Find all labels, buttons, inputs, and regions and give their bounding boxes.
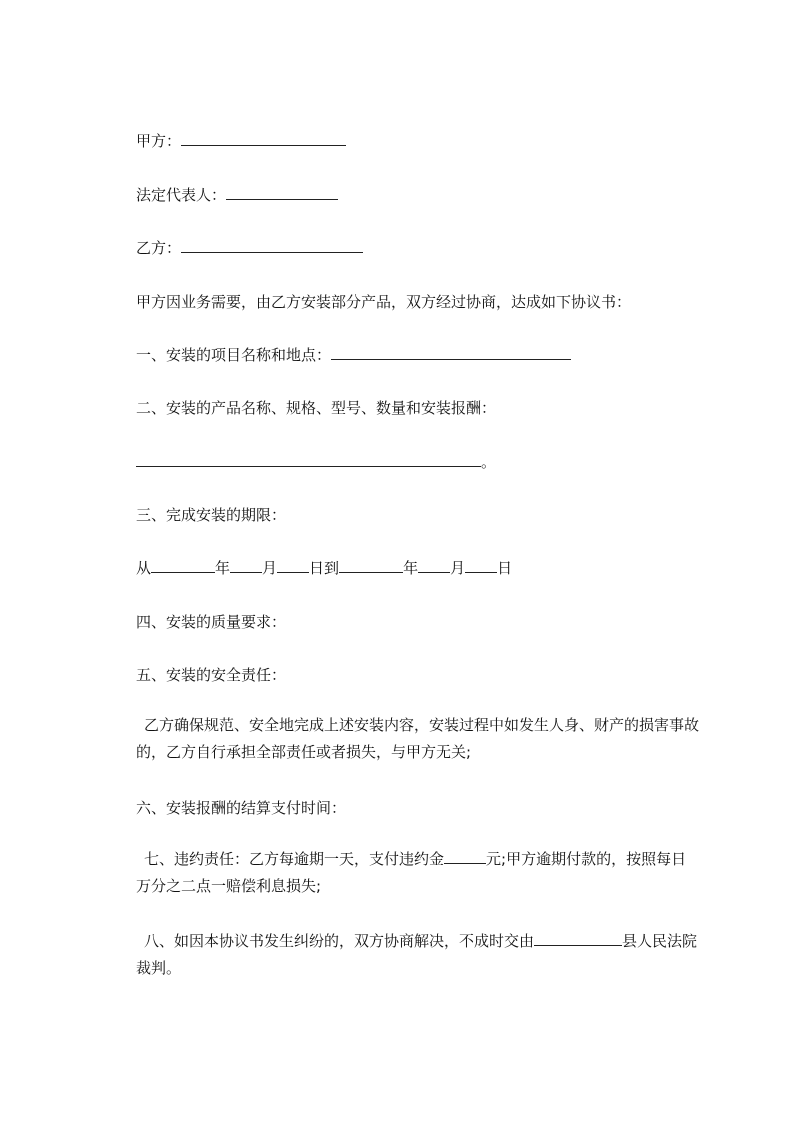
legal-rep-blank[interactable] (226, 185, 338, 200)
party-a-blank[interactable] (181, 131, 346, 146)
clause-2-blank[interactable] (136, 452, 481, 467)
end-day-blank[interactable] (465, 558, 497, 573)
clause-8-paragraph (136, 928, 701, 982)
clause-6-label: 六、安装报酬的结算支付时间： (136, 799, 347, 817)
clause-2-label: 二、安装的产品名称、规格、型号、数量和安装报酬： (136, 399, 497, 417)
end-day-text: 日 (497, 559, 513, 577)
clause-2-end: 。 (481, 453, 497, 471)
date-from-text: 从 (136, 559, 152, 577)
end-month-text: 月 (450, 559, 466, 577)
clause-5-text: 乙方确保规范、安全地完成上述安装内容，安装过程中如发生人身、财产的损害事故的，乙方自行承担全部责任或者损失，与甲方无关; (136, 716, 700, 761)
clause-1-blank[interactable] (331, 345, 571, 360)
party-a-line (136, 131, 346, 151)
end-year-blank[interactable] (339, 558, 403, 573)
clause-1-label: 一、安装的项目名称和地点： (136, 346, 332, 364)
day-to-text: 日到 (309, 559, 340, 577)
start-month-text: 月 (262, 559, 278, 577)
clause-3-label: 三、完成安装的期限： (136, 506, 287, 524)
party-b-line (136, 238, 363, 258)
clause-3-date-line (136, 558, 512, 578)
start-year-text: 年 (215, 559, 231, 577)
clause-2-fill-line (136, 452, 496, 472)
end-month-blank[interactable] (418, 558, 450, 573)
clause-7-paragraph (136, 846, 701, 900)
end-year-text: 年 (403, 559, 419, 577)
intro-text: 甲方因业务需要，由乙方安装部分产品，双方经过协商，达成如下协议书： (136, 293, 632, 311)
legal-rep-line (136, 185, 338, 205)
party-a-label: 甲方： (136, 132, 182, 150)
clause-7-text-a: 七、违约责任：乙方每逾期一天，支付违约金 (144, 850, 445, 868)
court-county-blank[interactable] (534, 931, 622, 946)
clause-5-label: 五、安装的安全责任： (136, 666, 287, 684)
party-b-blank[interactable] (181, 238, 363, 253)
start-month-blank[interactable] (230, 558, 262, 573)
party-b-label: 乙方： (136, 239, 182, 257)
start-year-blank[interactable] (151, 558, 215, 573)
clause-4-label: 四、安装的质量要求： (136, 613, 287, 631)
clause-8-text-b: 县人民法院裁判。 (136, 932, 698, 977)
legal-rep-label: 法定代表人： (136, 186, 227, 204)
start-day-blank[interactable] (277, 558, 309, 573)
clause-7-text-b: 元;甲方逾期付款的，按照每日万分之二点一赔偿利息损失; (136, 850, 687, 895)
penalty-amount-blank[interactable] (444, 849, 486, 864)
clause-8-text-a: 八、如因本协议书发生纠纷的，双方协商解决，不成时交由 (144, 932, 535, 950)
clause-1-line (136, 345, 571, 365)
